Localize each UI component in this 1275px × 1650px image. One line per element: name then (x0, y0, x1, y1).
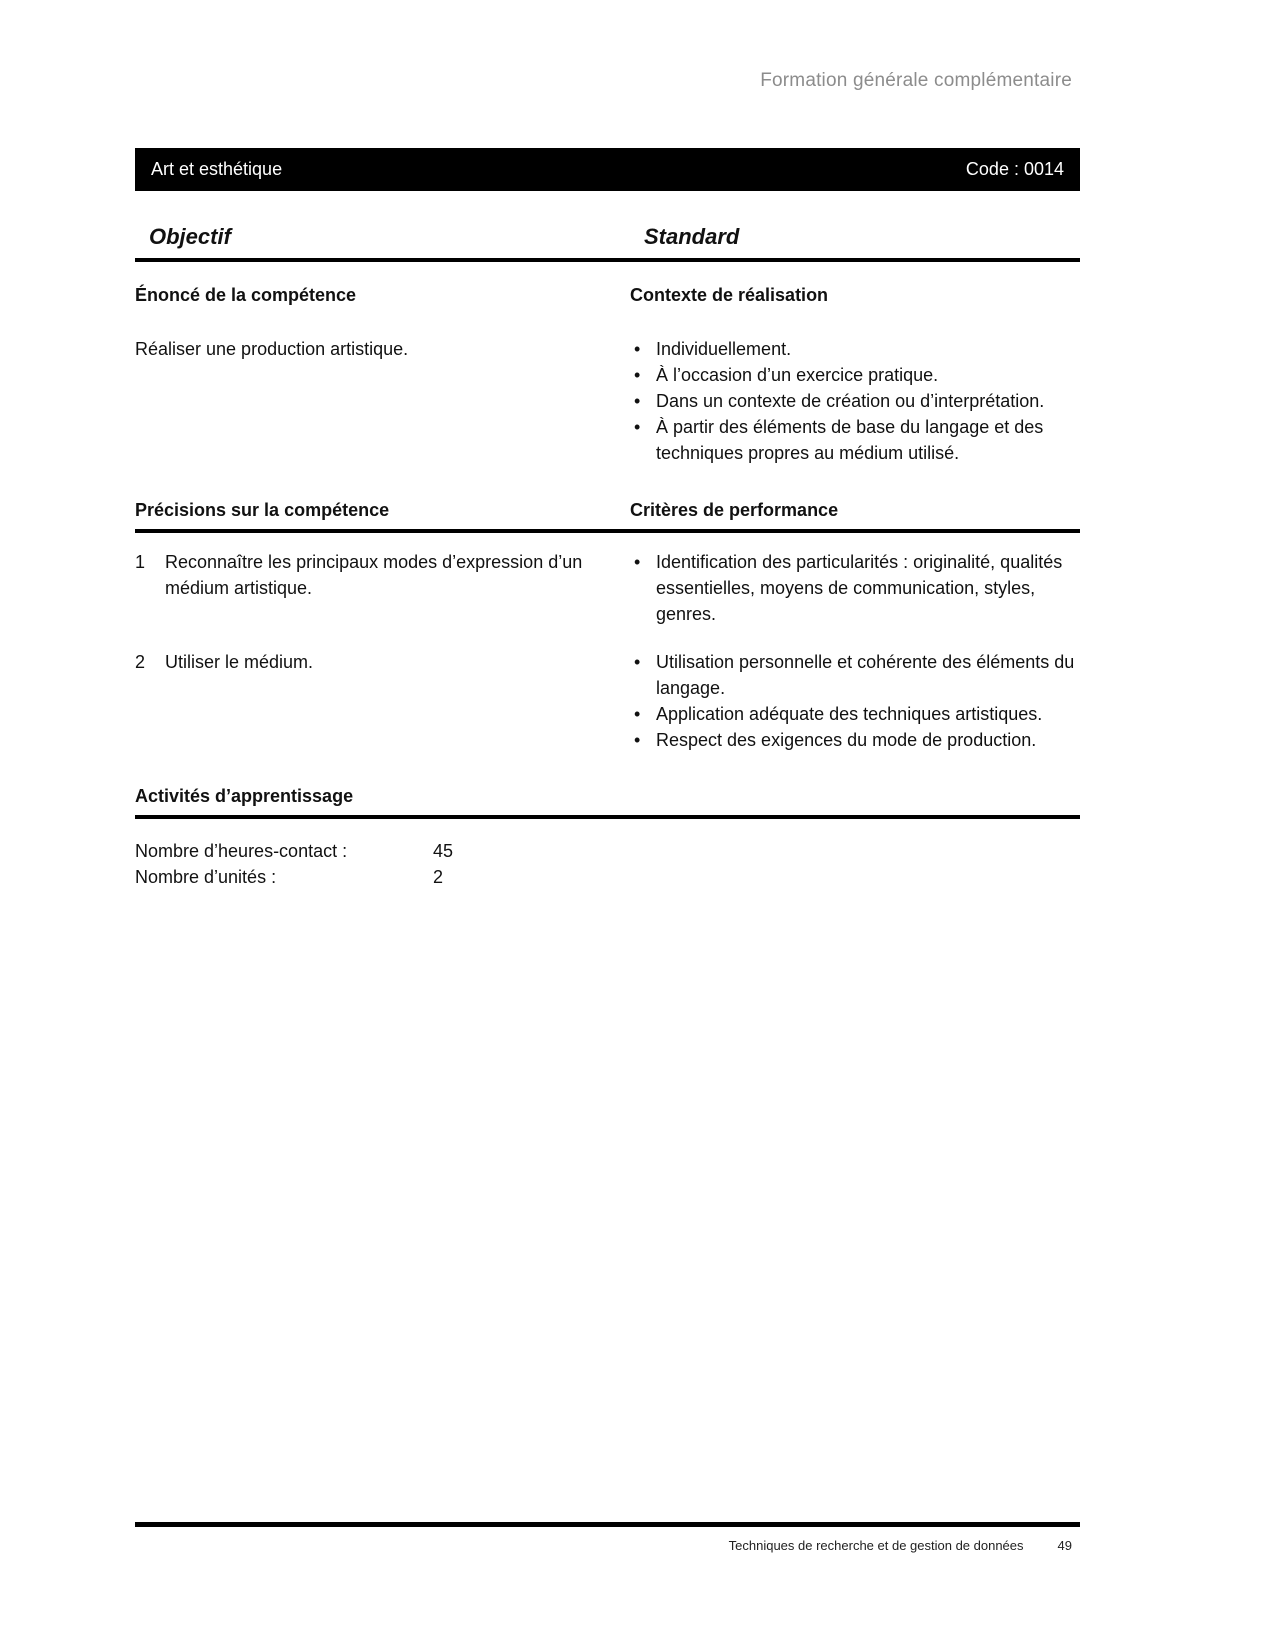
contexte-bullet-list (630, 336, 1080, 466)
hours-table (135, 838, 453, 890)
competence-item-row-2 (135, 649, 1080, 753)
hours-contact-label: Nombre d’heures-contact : (135, 841, 348, 861)
enonce-body: Réaliser une production artistique. (135, 339, 409, 359)
course-title: Art et esthétique (151, 159, 283, 179)
units-label: Nombre d’unités : (135, 867, 277, 887)
hours-contact-value: 45 (433, 841, 454, 861)
list-item: • Utilisation personnelle et cohérente des éléments du langage. (630, 649, 1080, 701)
enonce-heading: Énoncé de la compétence (135, 285, 357, 305)
course-title-bar (135, 148, 1080, 191)
item-number: 2 (135, 652, 146, 672)
competence-item-row-1 (135, 549, 1080, 627)
item-text: Reconnaître les principaux modes d’expression d’un médium artistique. (165, 552, 583, 598)
document-page (135, 0, 1080, 1650)
activites-header-row (135, 786, 1080, 819)
list-item: • À l’occasion d’un exercice pratique. (630, 362, 1080, 388)
objectif-header: Objectif (149, 224, 231, 249)
table-row (135, 838, 453, 864)
item-number: 1 (135, 552, 146, 572)
running-header: Formation générale complémentaire (760, 70, 1072, 91)
units-value: 2 (433, 867, 444, 887)
criteres-heading: Critères de performance (630, 500, 839, 520)
footer-page-number: 49 (1057, 1538, 1072, 1553)
table-row (135, 864, 453, 890)
column-headers-row (135, 224, 1080, 262)
list-item: • Identification des particularités : originalité, qualités essentielles, moyens de communication, styles, genres. (630, 549, 1080, 627)
criteres-bullet-list-1 (630, 549, 1080, 627)
list-item: • Respect des exigences du mode de production. (630, 727, 1080, 753)
footer-rule (135, 1522, 1080, 1527)
item-text: Utiliser le médium. (165, 652, 314, 672)
list-item: • Individuellement. (630, 336, 1080, 362)
precisions-criteres-header-row (135, 500, 1080, 533)
page-footer (729, 1538, 1072, 1553)
standard-header: Standard (644, 224, 740, 249)
footer-document-title: Techniques de recherche et de gestion de données (728, 1538, 1024, 1553)
list-item: • Dans un contexte de création ou d’interprétation. (630, 388, 1080, 414)
subheading-row (135, 285, 1080, 306)
numbered-item-2 (135, 649, 630, 753)
precisions-heading: Précisions sur la compétence (135, 500, 390, 520)
numbered-item-1 (135, 549, 630, 627)
list-item: • Application adéquate des techniques artistiques. (630, 701, 1080, 727)
course-code: Code : 0014 (965, 159, 1064, 179)
criteres-bullet-list-2 (630, 649, 1080, 753)
competence-context-row (135, 336, 1080, 466)
activites-heading: Activités d’apprentissage (135, 786, 354, 806)
contexte-heading: Contexte de réalisation (630, 285, 829, 305)
list-item: • À partir des éléments de base du langage et des techniques propres au médium utilisé. (630, 414, 1080, 466)
